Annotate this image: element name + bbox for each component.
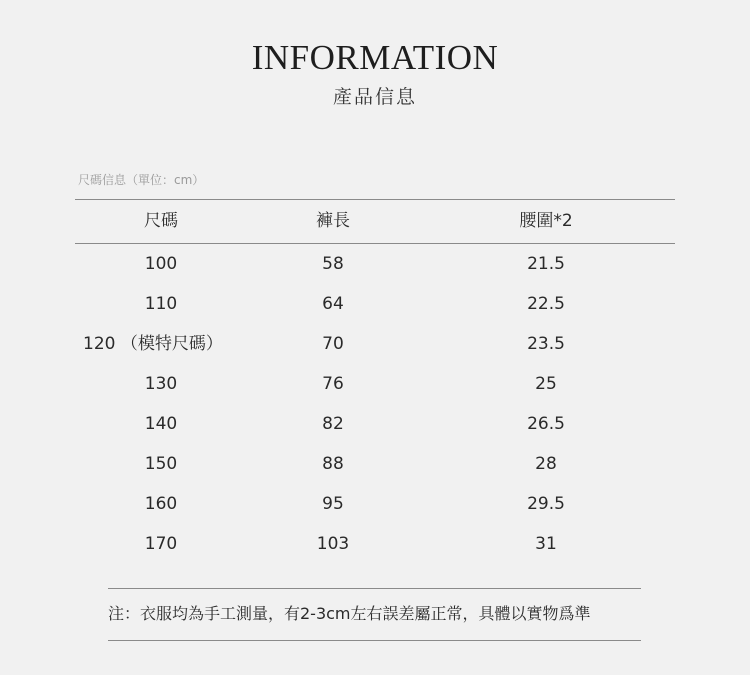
header-pants-length: 褲長 [316,211,350,231]
pants-length-cell: 103 [316,534,350,554]
table-header [75,201,675,241]
table-row [75,444,675,484]
size-info-caption: 尺碼信息（單位：cm） [78,173,205,187]
size-cell-model: 120 （模特尺碼） [83,334,223,354]
table-row [75,524,675,564]
size-cell: 140 [144,414,178,434]
pants-length-cell: 64 [322,294,344,314]
size-cell: 100 [144,254,178,274]
pants-length-cell: 70 [322,334,344,354]
page-title: INFORMATION [251,38,499,77]
size-cell: 130 [144,374,178,394]
waist-cell: 31 [535,534,557,554]
note-top-rule [108,588,641,589]
measurement-note: 注：衣服均為手工測量，有2-3cm左右誤差屬正常，具體以實物爲準 [108,604,591,623]
table-top-rule [75,199,675,200]
pants-length-cell: 82 [322,414,344,434]
pants-length-cell: 95 [322,494,344,514]
waist-cell: 23.5 [527,334,565,354]
header-size: 尺碼 [144,211,178,231]
size-cell: 170 [144,534,178,554]
size-cell: 150 [144,454,178,474]
waist-cell: 29.5 [527,494,565,514]
table-row [75,364,675,404]
note-bottom-rule [108,640,641,641]
table-row [75,284,675,324]
size-cell: 160 [144,494,178,514]
pants-length-cell: 88 [322,454,344,474]
header-waist: 腰圍*2 [519,211,573,231]
table-row [75,484,675,524]
size-cell: 110 [144,294,178,314]
waist-cell: 28 [535,454,557,474]
waist-cell: 25 [535,374,557,394]
table-row [75,324,675,364]
waist-cell: 22.5 [527,294,565,314]
pants-length-cell: 58 [322,254,344,274]
page-subtitle: 產品信息 [332,86,417,108]
table-row [75,404,675,444]
waist-cell: 21.5 [527,254,565,274]
pants-length-cell: 76 [322,374,344,394]
table-row [75,244,675,284]
waist-cell: 26.5 [527,414,565,434]
